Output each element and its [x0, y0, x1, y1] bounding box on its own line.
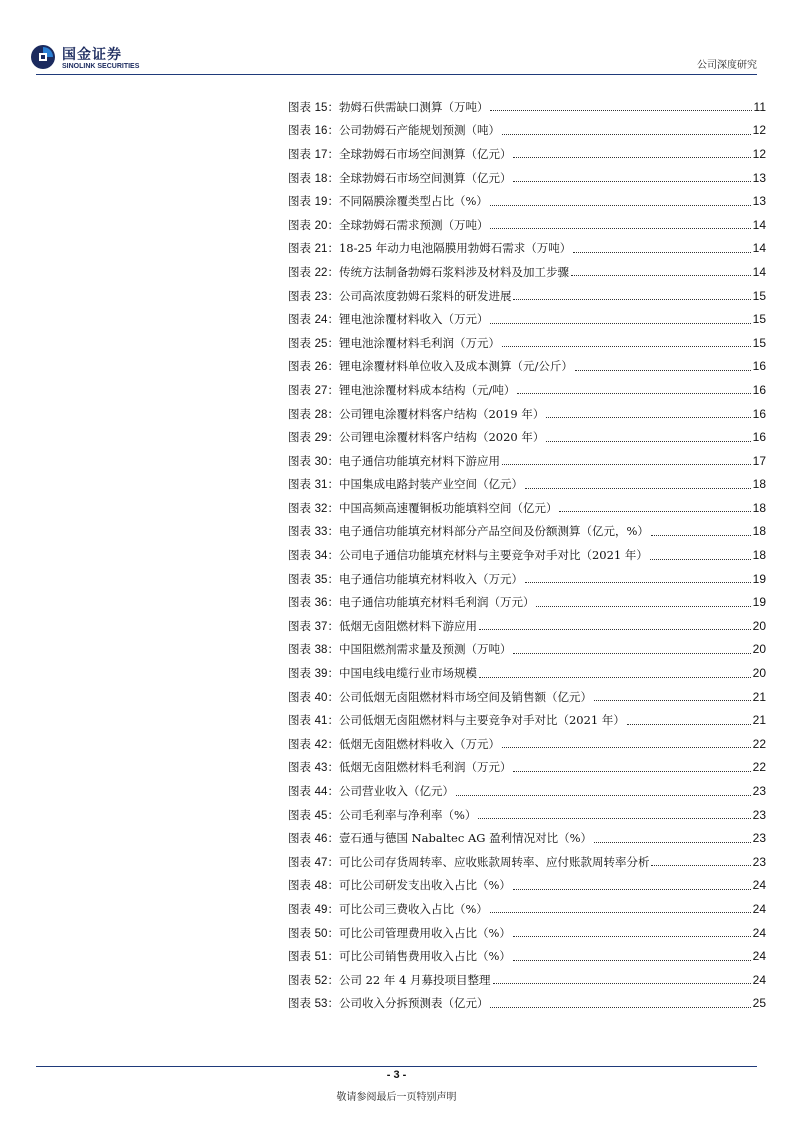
toc-entry-page: 19	[752, 571, 766, 586]
toc-dot-leader	[513, 181, 750, 182]
toc-dot-leader	[517, 393, 750, 394]
toc-entry-title: 公司低烟无卤阻燃材料与主要竞争对手对比（2021 年）	[338, 713, 625, 728]
toc-entry-number: 39	[314, 668, 328, 681]
toc-entry-number: 28	[314, 408, 328, 421]
toc-entry[interactable]	[288, 520, 766, 544]
toc-dot-leader	[513, 960, 751, 961]
toc-entry[interactable]	[288, 968, 766, 992]
toc-entry-title: 壹石通与德国 Nabaltec AG 盈利情况对比（%）	[338, 831, 593, 846]
toc-entry-prefix: 图表	[288, 878, 315, 893]
toc-dot-leader	[651, 865, 750, 866]
toc-entry-page: 21	[752, 713, 766, 728]
toc-entry-prefix: 图表	[288, 618, 315, 633]
toc-entry-title: 电子通信功能填充材料下游应用	[338, 453, 500, 468]
toc-entry-page: 20	[752, 666, 766, 681]
toc-entry-prefix: 图表	[288, 784, 315, 799]
toc-entry-number: 25	[314, 337, 328, 350]
toc-entry[interactable]	[288, 826, 766, 850]
toc-entry-title: 公司锂电涂覆材料客户结构（2019 年）	[338, 406, 545, 421]
toc-entry-number: 33	[314, 526, 328, 539]
report-type-label: 公司深度研究	[697, 60, 757, 71]
toc-entry-label: 图表 21：18-25 年动力电池隔膜用勃姆石需求（万吨）	[288, 241, 572, 256]
toc-entry-number: 47	[314, 856, 328, 869]
toc-entry-prefix: 图表	[288, 264, 315, 279]
toc-entry[interactable]	[288, 944, 766, 968]
toc-entry-prefix: 图表	[288, 925, 315, 940]
toc-dot-leader	[490, 110, 751, 111]
toc-dot-leader	[594, 700, 751, 701]
toc-entry-number: 43	[314, 762, 328, 775]
toc-entry-prefix: 图表	[288, 359, 315, 374]
toc-entry-title: 电子通信功能填充材料部分产品空间及份额测算（亿元，%）	[338, 524, 649, 539]
toc-entry-title: 可比公司三费收入占比（%）	[338, 901, 488, 916]
toc-entry-page: 24	[752, 878, 766, 893]
toc-dot-leader	[513, 653, 750, 654]
toc-entry-title: 可比公司研发支出收入占比（%）	[338, 878, 511, 893]
toc-entry-page: 11	[753, 99, 766, 114]
toc-entry[interactable]	[288, 732, 766, 756]
toc-entry-label: 图表 15：勃姆石供需缺口测算（万吨）	[288, 99, 489, 114]
toc-entry-label: 图表 41：公司低烟无卤阻燃材料与主要竞争对手对比（2021 年）	[288, 713, 625, 728]
toc-entry-page: 13	[752, 170, 766, 185]
toc-entry-page: 18	[752, 524, 766, 539]
toc-entry-number: 29	[314, 432, 328, 445]
toc-dot-leader	[546, 417, 750, 418]
toc-dot-leader	[456, 795, 751, 796]
toc-entry-number: 53	[314, 998, 328, 1011]
toc-entry[interactable]	[288, 756, 766, 780]
toc-entry[interactable]	[288, 897, 766, 921]
toc-entry-number: 52	[314, 974, 328, 987]
toc-entry-prefix: 图表	[288, 335, 315, 350]
toc-entry-number: 51	[314, 951, 328, 964]
toc-entry[interactable]	[288, 543, 766, 567]
toc-entry-page: 18	[752, 477, 766, 492]
toc-entry-label: 图表 31：中国集成电路封装产业空间（亿元）	[288, 477, 523, 492]
toc-entry-title: 全球勃姆石需求预测（万吨）	[338, 217, 489, 232]
toc-dot-leader	[490, 912, 751, 913]
toc-entry-number: 20	[314, 219, 328, 232]
toc-entry-label: 图表 47：可比公司存货周转率、应收账款周转率、应付账款周转率分析	[288, 854, 650, 869]
toc-dot-leader	[525, 488, 751, 489]
toc-dot-leader	[651, 535, 751, 536]
toc-entry-label: 图表 32：中国高频高速覆铜板功能填料空间（亿元）	[288, 500, 558, 515]
toc-entry-prefix: 图表	[288, 666, 315, 681]
toc-entry-prefix: 图表	[288, 996, 315, 1011]
logo-english-name: SINOLINK SECURITIES	[62, 63, 140, 70]
toc-dot-leader	[571, 275, 751, 276]
toc-entry-number: 21	[314, 243, 328, 256]
toc-entry-prefix: 图表	[288, 453, 315, 468]
toc-entry-title: 可比公司存货周转率、应收账款周转率、应付账款周转率分析	[338, 854, 650, 869]
toc-entry-title: 传统方法制备勃姆石浆料涉及材料及加工步骤	[338, 264, 569, 279]
toc-entry-page: 23	[752, 854, 766, 869]
toc-entry-number: 44	[314, 786, 328, 799]
toc-entry-number: 50	[314, 927, 328, 940]
toc-entry-number: 46	[314, 833, 328, 846]
toc-entry[interactable]	[288, 921, 766, 945]
footer-divider	[36, 1066, 757, 1067]
toc-entry-label: 图表 22：传统方法制备勃姆石浆料涉及材料及加工步骤	[288, 264, 569, 279]
toc-entry[interactable]	[288, 189, 766, 213]
toc-entry-title: 全球勃姆石市场空间测算（亿元）	[338, 146, 512, 161]
toc-entry-number: 34	[314, 550, 328, 563]
toc-entry-title: 18-25 年动力电池隔膜用勃姆石需求（万吨）	[338, 241, 572, 256]
toc-dot-leader	[513, 936, 751, 937]
toc-entry-page: 15	[752, 312, 766, 327]
toc-dot-leader	[479, 677, 751, 678]
toc-entry-page: 23	[752, 807, 766, 822]
toc-entry-prefix: 图表	[288, 477, 315, 492]
toc-entry[interactable]	[288, 614, 766, 638]
toc-entry-title: 公司高浓度勃姆石浆料的研发进展	[338, 288, 512, 303]
toc-entry-page: 18	[752, 548, 766, 563]
header-divider	[36, 74, 757, 75]
toc-entry-prefix: 图表	[288, 713, 315, 728]
toc-entry-page: 20	[752, 618, 766, 633]
toc-entry-prefix: 图表	[288, 99, 315, 114]
toc-entry[interactable]	[288, 402, 766, 426]
toc-entry-page: 13	[752, 194, 766, 209]
toc-entry-number: 42	[314, 738, 328, 751]
page-number: - 3 -	[386, 1069, 407, 1081]
toc-entry-title: 公司毛利率与净利率（%）	[338, 807, 477, 822]
toc-entry-prefix: 图表	[288, 430, 315, 445]
toc-entry-number: 41	[314, 715, 328, 728]
toc-dot-leader	[525, 582, 751, 583]
toc-entry-label: 图表 34：公司电子通信功能填充材料与主要竞争对手对比（2021 年）	[288, 548, 648, 563]
toc-entry-prefix: 图表	[288, 571, 315, 586]
toc-entry-label: 图表 43：低烟无卤阻燃材料毛利润（万元）	[288, 760, 512, 775]
toc-entry[interactable]	[288, 307, 766, 331]
toc-entry-number: 30	[314, 455, 328, 468]
toc-dot-leader	[502, 346, 751, 347]
toc-dot-leader	[573, 252, 750, 253]
toc-entry-number: 22	[314, 266, 328, 279]
toc-entry-title: 公司勃姆石产能规划预测（吨）	[338, 123, 500, 138]
toc-entry-label: 图表 49：可比公司三费收入占比（%）	[288, 901, 488, 916]
toc-dot-leader	[493, 983, 751, 984]
toc-entry[interactable]	[288, 708, 766, 732]
toc-entry[interactable]	[288, 449, 766, 473]
toc-entry-prefix: 图表	[288, 382, 315, 397]
toc-entry-page: 12	[752, 146, 766, 161]
toc-entry[interactable]	[288, 237, 766, 261]
toc-entry-prefix: 图表	[288, 288, 315, 303]
toc-entry-number: 45	[314, 809, 328, 822]
sinolink-logo-icon	[30, 44, 56, 70]
toc-dot-leader	[490, 323, 750, 324]
toc-entry-label: 图表 48：可比公司研发支出收入占比（%）	[288, 878, 511, 893]
toc-entry-prefix: 图表	[288, 524, 315, 539]
toc-entry-page: 12	[752, 123, 766, 138]
toc-entry-page: 19	[752, 595, 766, 610]
toc-entry-prefix: 图表	[288, 831, 315, 846]
toc-entry-title: 电子通信功能填充材料收入（万元）	[338, 571, 523, 586]
toc-entry-label: 图表 38：中国阻燃剂需求量及预测（万吨）	[288, 642, 512, 657]
toc-entry-label: 图表 45：公司毛利率与净利率（%）	[288, 807, 477, 822]
toc-dot-leader	[490, 205, 751, 206]
toc-dot-leader	[650, 559, 751, 560]
toc-entry-page: 20	[752, 642, 766, 657]
toc-entry-prefix: 图表	[288, 689, 315, 704]
toc-entry-label: 图表 28：公司锂电涂覆材料客户结构（2019 年）	[288, 406, 545, 421]
toc-entry-title: 低烟无卤阻燃材料下游应用	[338, 618, 477, 633]
toc-entry-title: 公司营业收入（亿元）	[338, 784, 454, 799]
toc-entry[interactable]	[288, 213, 766, 237]
toc-entry[interactable]	[288, 95, 766, 119]
toc-entry-page: 16	[752, 359, 766, 374]
toc-entry-page: 22	[752, 736, 766, 751]
toc-entry-title: 中国电线电缆行业市场规模	[338, 666, 477, 681]
toc-entry-title: 公司收入分拆预测表（亿元）	[338, 996, 489, 1011]
toc-entry-title: 电子通信功能填充材料毛利润（万元）	[338, 595, 535, 610]
toc-entry-page: 14	[752, 217, 766, 232]
toc-dot-leader	[479, 629, 751, 630]
toc-entry[interactable]	[288, 874, 766, 898]
logo-chinese-name: 国金证券	[62, 47, 122, 63]
toc-dot-leader	[502, 747, 751, 748]
toc-entry-title: 公司 22 年 4 月募投项目整理	[338, 972, 491, 987]
toc-entry-prefix: 图表	[288, 123, 315, 138]
toc-entry-title: 全球勃姆石市场空间测算（亿元）	[338, 170, 512, 185]
toc-entry[interactable]	[288, 425, 766, 449]
toc-entry-label: 图表 25：锂电池涂覆材料毛利润（万元）	[288, 335, 500, 350]
toc-entry[interactable]	[288, 355, 766, 379]
toc-entry-prefix: 图表	[288, 854, 315, 869]
toc-entry[interactable]	[288, 590, 766, 614]
company-logo	[30, 44, 170, 74]
toc-entry-page: 24	[752, 949, 766, 964]
toc-dot-leader	[513, 889, 751, 890]
toc-entry[interactable]	[288, 166, 766, 190]
toc-entry-page: 14	[752, 264, 766, 279]
toc-entry-title: 中国集成电路封装产业空间（亿元）	[338, 477, 523, 492]
toc-entry-label: 图表 17：全球勃姆石市场空间测算（亿元）	[288, 146, 512, 161]
toc-entry-page: 24	[752, 972, 766, 987]
toc-entry-prefix: 图表	[288, 170, 315, 185]
toc-entry-number: 27	[314, 384, 328, 397]
toc-entry-number: 32	[314, 502, 328, 515]
toc-entry-label: 图表 35：电子通信功能填充材料收入（万元）	[288, 571, 523, 586]
toc-entry-title: 锂电池涂覆材料收入（万元）	[338, 312, 489, 327]
toc-entry-prefix: 图表	[288, 807, 315, 822]
page-header	[0, 0, 793, 80]
toc-dot-leader	[490, 1007, 750, 1008]
toc-entry-number: 15	[314, 101, 328, 114]
toc-entry-prefix: 图表	[288, 642, 315, 657]
toc-entry-prefix: 图表	[288, 241, 315, 256]
toc-entry-label: 图表 36：电子通信功能填充材料毛利润（万元）	[288, 595, 535, 610]
toc-entry-number: 31	[314, 479, 328, 492]
toc-entry-label: 图表 50：可比公司管理费用收入占比（%）	[288, 925, 511, 940]
toc-entry[interactable]	[288, 260, 766, 284]
toc-entry-label: 图表 53：公司收入分拆预测表（亿元）	[288, 996, 489, 1011]
toc-entry[interactable]	[288, 284, 766, 308]
toc-entry-number: 40	[314, 691, 328, 704]
disclaimer-note: 敬请参阅最后一页特别声明	[336, 1092, 457, 1103]
toc-entry-page: 24	[752, 901, 766, 916]
toc-entry-label: 图表 44：公司营业收入（亿元）	[288, 784, 454, 799]
toc-entry-title: 公司低烟无卤阻燃材料市场空间及销售额（亿元）	[338, 689, 592, 704]
toc-entry-label: 图表 23：公司高浓度勃姆石浆料的研发进展	[288, 288, 512, 303]
toc-entry-number: 36	[314, 597, 328, 610]
toc-entry-title: 中国高频高速覆铜板功能填料空间（亿元）	[338, 500, 558, 515]
toc-entry-number: 48	[314, 880, 328, 893]
toc-dot-leader	[513, 771, 750, 772]
toc-entry-prefix: 图表	[288, 736, 315, 751]
toc-entry-number: 37	[314, 620, 328, 633]
toc-entry-number: 38	[314, 644, 328, 657]
toc-entry[interactable]	[288, 779, 766, 803]
toc-entry-page: 17	[752, 453, 766, 468]
toc-dot-leader	[478, 818, 750, 819]
toc-entry-page: 21	[752, 689, 766, 704]
toc-entry-label: 图表 39：中国电线电缆行业市场规模	[288, 666, 477, 681]
toc-entry-page: 15	[752, 288, 766, 303]
toc-entry[interactable]	[288, 473, 766, 497]
toc-dot-leader	[513, 299, 750, 300]
toc-entry[interactable]	[288, 803, 766, 827]
toc-entry-title: 公司锂电涂覆材料客户结构（2020 年）	[338, 430, 545, 445]
toc-entry-label: 图表 52：公司 22 年 4 月募投项目整理	[288, 972, 491, 987]
toc-dot-leader	[575, 370, 751, 371]
toc-entry-label: 图表 27：锂电池涂覆材料成本结构（元/吨）	[288, 382, 516, 397]
toc-dot-leader	[594, 842, 751, 843]
toc-entry-label: 图表 16：公司勃姆石产能规划预测（吨）	[288, 123, 500, 138]
toc-entry-label: 图表 19：不同隔膜涂覆类型占比（%）	[288, 194, 488, 209]
toc-dot-leader	[490, 228, 750, 229]
toc-entry-label: 图表 20：全球勃姆石需求预测（万吨）	[288, 217, 489, 232]
toc-entry-prefix: 图表	[288, 972, 315, 987]
toc-entry-prefix: 图表	[288, 312, 315, 327]
toc-entry[interactable]	[288, 496, 766, 520]
toc-entry-number: 23	[314, 290, 328, 303]
toc-entry-label: 图表 24：锂电池涂覆材料收入（万元）	[288, 312, 489, 327]
toc-entry-prefix: 图表	[288, 406, 315, 421]
toc-entry[interactable]	[288, 142, 766, 166]
toc-entry-number: 18	[314, 172, 328, 185]
toc-entry-label: 图表 18：全球勃姆石市场空间测算（亿元）	[288, 170, 512, 185]
toc-entry-page: 16	[752, 406, 766, 421]
toc-entry-prefix: 图表	[288, 949, 315, 964]
toc-entry[interactable]	[288, 567, 766, 591]
toc-entry[interactable]	[288, 119, 766, 143]
toc-entry-label: 图表 42：低烟无卤阻燃材料收入（万元）	[288, 736, 500, 751]
toc-entry-number: 35	[314, 573, 328, 586]
toc-entry-label: 图表 26：锂电涂覆材料单位收入及成本测算（元/公斤）	[288, 359, 573, 374]
toc-dot-leader	[502, 134, 751, 135]
toc-dot-leader	[502, 464, 751, 465]
toc-entry-prefix: 图表	[288, 146, 315, 161]
toc-entry-prefix: 图表	[288, 760, 315, 775]
toc-entry-title: 锂电池涂覆材料毛利润（万元）	[338, 335, 500, 350]
figure-index-list	[288, 95, 766, 1015]
toc-entry-page: 24	[752, 925, 766, 940]
toc-entry[interactable]	[288, 661, 766, 685]
toc-entry-prefix: 图表	[288, 595, 315, 610]
toc-entry-page: 22	[752, 760, 766, 775]
toc-dot-leader	[627, 724, 751, 725]
toc-entry-label: 图表 37：低烟无卤阻燃材料下游应用	[288, 618, 477, 633]
toc-entry-page: 23	[752, 831, 766, 846]
toc-entry-title: 公司电子通信功能填充材料与主要竞争对手对比（2021 年）	[338, 548, 648, 563]
toc-dot-leader	[536, 606, 750, 607]
toc-entry-prefix: 图表	[288, 194, 315, 209]
toc-entry-number: 16	[314, 125, 328, 138]
toc-entry-page: 25	[752, 996, 766, 1011]
toc-entry-title: 勃姆石供需缺口测算（万吨）	[338, 99, 489, 114]
toc-entry-title: 锂电池涂覆材料成本结构（元/吨）	[338, 382, 516, 397]
toc-entry[interactable]	[288, 638, 766, 662]
toc-entry-page: 16	[752, 382, 766, 397]
toc-entry-number: 17	[314, 148, 328, 161]
toc-entry-page: 23	[752, 784, 766, 799]
toc-entry[interactable]	[288, 685, 766, 709]
toc-entry-prefix: 图表	[288, 217, 315, 232]
toc-entry-page: 18	[752, 500, 766, 515]
toc-entry-label: 图表 40：公司低烟无卤阻燃材料市场空间及销售额（亿元）	[288, 689, 592, 704]
toc-entry-number: 24	[314, 314, 328, 327]
toc-entry-prefix: 图表	[288, 500, 315, 515]
toc-entry-title: 可比公司管理费用收入占比（%）	[338, 925, 511, 940]
toc-entry-title: 低烟无卤阻燃材料收入（万元）	[338, 736, 500, 751]
toc-entry-label: 图表 51：可比公司销售费用收入占比（%）	[288, 949, 511, 964]
toc-entry-label: 图表 30：电子通信功能填充材料下游应用	[288, 453, 500, 468]
toc-entry-title: 锂电涂覆材料单位收入及成本测算（元/公斤）	[338, 359, 573, 374]
toc-entry-page: 14	[752, 241, 766, 256]
toc-entry-prefix: 图表	[288, 548, 315, 563]
toc-dot-leader	[546, 441, 750, 442]
toc-entry-number: 19	[314, 196, 328, 209]
toc-entry[interactable]	[288, 850, 766, 874]
toc-entry-page: 16	[752, 430, 766, 445]
toc-entry[interactable]	[288, 331, 766, 355]
toc-entry-label: 图表 33：电子通信功能填充材料部分产品空间及份额测算（亿元，%）	[288, 524, 649, 539]
toc-entry-title: 中国阻燃剂需求量及预测（万吨）	[338, 642, 512, 657]
toc-entry-page: 15	[752, 335, 766, 350]
toc-dot-leader	[559, 511, 750, 512]
toc-entry-title: 不同隔膜涂覆类型占比（%）	[338, 194, 488, 209]
toc-entry-label: 图表 29：公司锂电涂覆材料客户结构（2020 年）	[288, 430, 545, 445]
toc-entry-number: 26	[314, 361, 328, 374]
toc-entry-title: 低烟无卤阻燃材料毛利润（万元）	[338, 760, 512, 775]
toc-entry[interactable]	[288, 992, 766, 1016]
toc-entry[interactable]	[288, 378, 766, 402]
toc-entry-prefix: 图表	[288, 901, 315, 916]
toc-entry-number: 49	[314, 903, 328, 916]
toc-dot-leader	[513, 157, 750, 158]
toc-entry-label: 图表 46：壹石通与德国 Nabaltec AG 盈利情况对比（%）	[288, 831, 593, 846]
toc-entry-title: 可比公司销售费用收入占比（%）	[338, 949, 511, 964]
